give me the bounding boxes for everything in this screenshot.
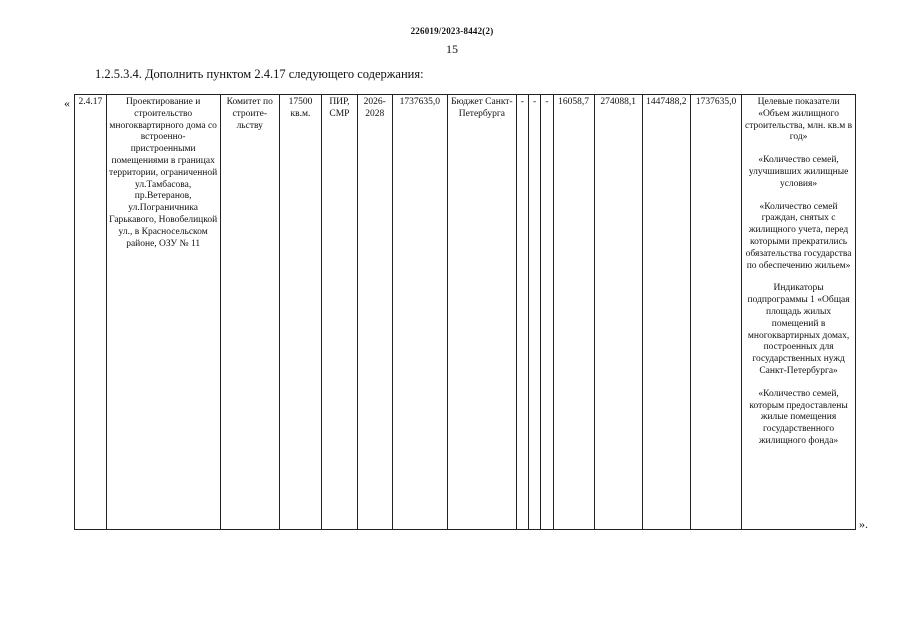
works-cell: ПИР, СМР xyxy=(321,95,357,530)
amount-cell-3: 1447488,2 xyxy=(642,95,690,530)
capacity-cell: 17500 кв.м. xyxy=(279,95,321,530)
page-number: 15 xyxy=(446,42,458,56)
goal-text: «Количество семей, которым предоставлены жилые помещения государственного жилищного фонда» xyxy=(749,388,848,446)
goal-text: «Количество семей, улучшивших жилищные условия» xyxy=(748,155,849,189)
amount-cell-1: 16058,7 xyxy=(553,95,594,530)
total-cost-cell: 1737635,0 xyxy=(392,95,447,530)
item-number-cell: 2.4.17 xyxy=(75,95,107,530)
opening-quote: « xyxy=(64,96,70,110)
funding-source-cell: Бюджет Санкт-Петербурга xyxy=(448,95,517,530)
goal-text: Целевые показатели «Объем жилищного строительства, млн. кв.м в год» xyxy=(745,97,853,143)
amount-cell-2: 274088,1 xyxy=(594,95,642,530)
dash-cell-2: - xyxy=(528,95,540,530)
amount-total-cell: 1737635,0 xyxy=(690,95,741,530)
dash-cell-3: - xyxy=(541,95,553,530)
intro-text: 1.2.5.3.4. Дополнить пунктом 2.4.17 следующего содержания: xyxy=(95,67,424,81)
closing-quote: ». xyxy=(859,517,868,531)
goal-text: «Количество семей граждан, снятых с жилищного учета, перед которыми прекратились обязательства государства по обеспечению жильем» xyxy=(745,201,852,271)
program-table xyxy=(74,94,856,530)
goal-text: Индикаторы подпрограммы 1 «Общая площадь жилых помещений в многоквартирных домах, построенных для государственных нужд Санкт-Петербурга» xyxy=(747,283,850,376)
table-row xyxy=(75,95,856,530)
document-id: 226019/2023-8442(2) xyxy=(410,26,494,36)
goals-cell xyxy=(742,95,856,530)
executor-cell: Комитет по строите-льству xyxy=(220,95,279,530)
period-cell: 2026-2028 xyxy=(357,95,392,530)
dash-cell-1: - xyxy=(516,95,528,530)
description-cell: Проектирование и строительство многоквартирного дома со встроенно-пристроенными помещениями в границах территории, ограниченной ул.Тамбасова, пр.Ветеранов, ул.Пограничника Гарькавого, Новобелицкой ул., в Красносельском районе, ОЗУ № 11 xyxy=(106,95,220,530)
